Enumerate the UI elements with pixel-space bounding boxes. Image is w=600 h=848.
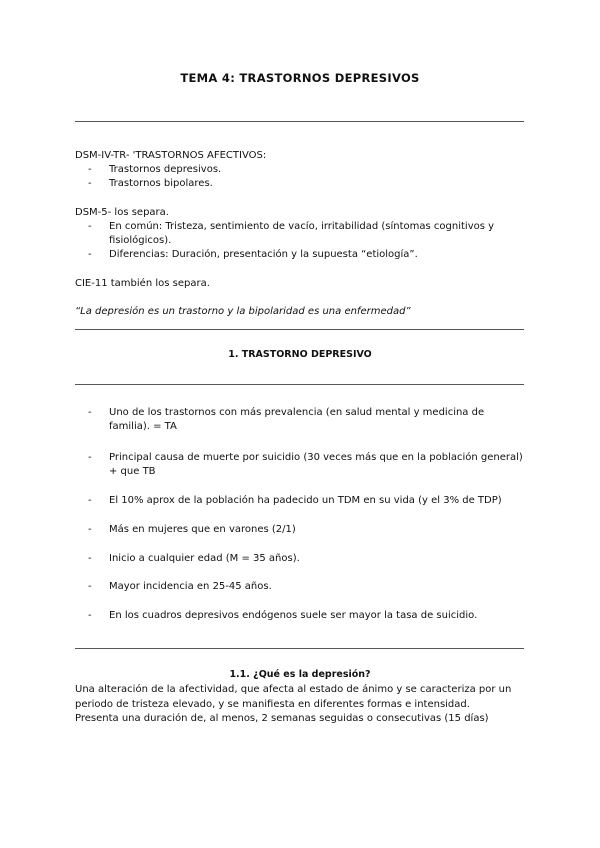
list-item-text: En los cuadros depresivos endógenos suele ser mayor la tasa de suicidio.: [109, 610, 478, 621]
list-item-text: El 10% aprox de la población ha padecido un TDM en su vida (y el 3% de TDP): [109, 495, 502, 506]
list-item: - Uno de los trastornos con más prevalencia (en salud mental y medicina de familia). = TA: [88, 406, 528, 434]
list-item: - Mayor incidencia en 25-45 años.: [88, 580, 528, 594]
list-item: - El 10% aprox de la población ha padecido un TDM en su vida (y el 3% de TDP): [88, 494, 528, 508]
list-item: - En común: Tristeza, sentimiento de vacío, irritabilidad (síntomas cognitivos y fisiológicos).: [88, 220, 528, 248]
list-item: - Principal causa de muerte por suicidio (30 veces más que en la población general) + que TB: [88, 451, 528, 479]
list-item-text: Inicio a cualquier edad (M = 35 años).: [109, 553, 300, 564]
paragraph: Presenta una duración de, al menos, 2 semanas seguidas o consecutivas (15 días): [75, 713, 489, 724]
list-item-text: Trastornos bipolares.: [109, 178, 213, 189]
list-item: - Diferencias: Duración, presentación y la supuesta “etiología”.: [88, 248, 528, 262]
page-title: TEMA 4: TRASTORNOS DEPRESIVOS: [180, 71, 420, 85]
divider: [75, 121, 524, 122]
dsm5-heading: DSM-5- los separa.: [75, 207, 169, 218]
divider: [75, 648, 524, 649]
list-item: - Más en mujeres que en varones (2/1): [88, 523, 528, 537]
list-item-text: Principal causa de muerte por suicidio (30 veces más que en la población general) + que TB: [109, 452, 523, 477]
paragraph: Una alteración de la afectividad, que afecta al estado de ánimo y se caracteriza por un periodo de tristeza elevado, y se manifiesta en diferentes formas e intensidad.: [75, 684, 512, 710]
list-item-text: En común: Tristeza, sentimiento de vacío, irritabilidad (síntomas cognitivos y fisiológicos).: [109, 221, 495, 246]
list-item-text: Más en mujeres que en varones (2/1): [109, 524, 296, 535]
list-item-text: Trastornos depresivos.: [109, 164, 222, 175]
list-item-text: Uno de los trastornos con más prevalencia (en salud mental y medicina de familia). = TA: [109, 407, 485, 432]
section-title: 1. TRASTORNO DEPRESIVO: [228, 349, 372, 360]
list-item-text: Diferencias: Duración, presentación y la supuesta “etiología”.: [109, 249, 418, 260]
cie11-text: CIE-11 también los separa.: [75, 278, 210, 289]
dsm4-heading: DSM-IV-TR- 'TRASTORNOS AFECTIVOS:: [75, 150, 267, 161]
list-item: - En los cuadros depresivos endógenos suele ser mayor la tasa de suicidio.: [88, 609, 528, 623]
list-item: - Trastornos depresivos.: [88, 163, 528, 177]
list-item-text: Mayor incidencia en 25-45 años.: [109, 581, 272, 592]
divider: [75, 329, 524, 330]
divider: [75, 384, 524, 385]
subsection-title: 1.1. ¿Qué es la depresión?: [229, 669, 371, 680]
list-item: - Trastornos bipolares.: [88, 177, 528, 191]
quote: “La depresión es un trastorno y la bipolaridad es una enfermedad”: [75, 306, 411, 317]
list-item: - Inicio a cualquier edad (M = 35 años).: [88, 552, 528, 566]
